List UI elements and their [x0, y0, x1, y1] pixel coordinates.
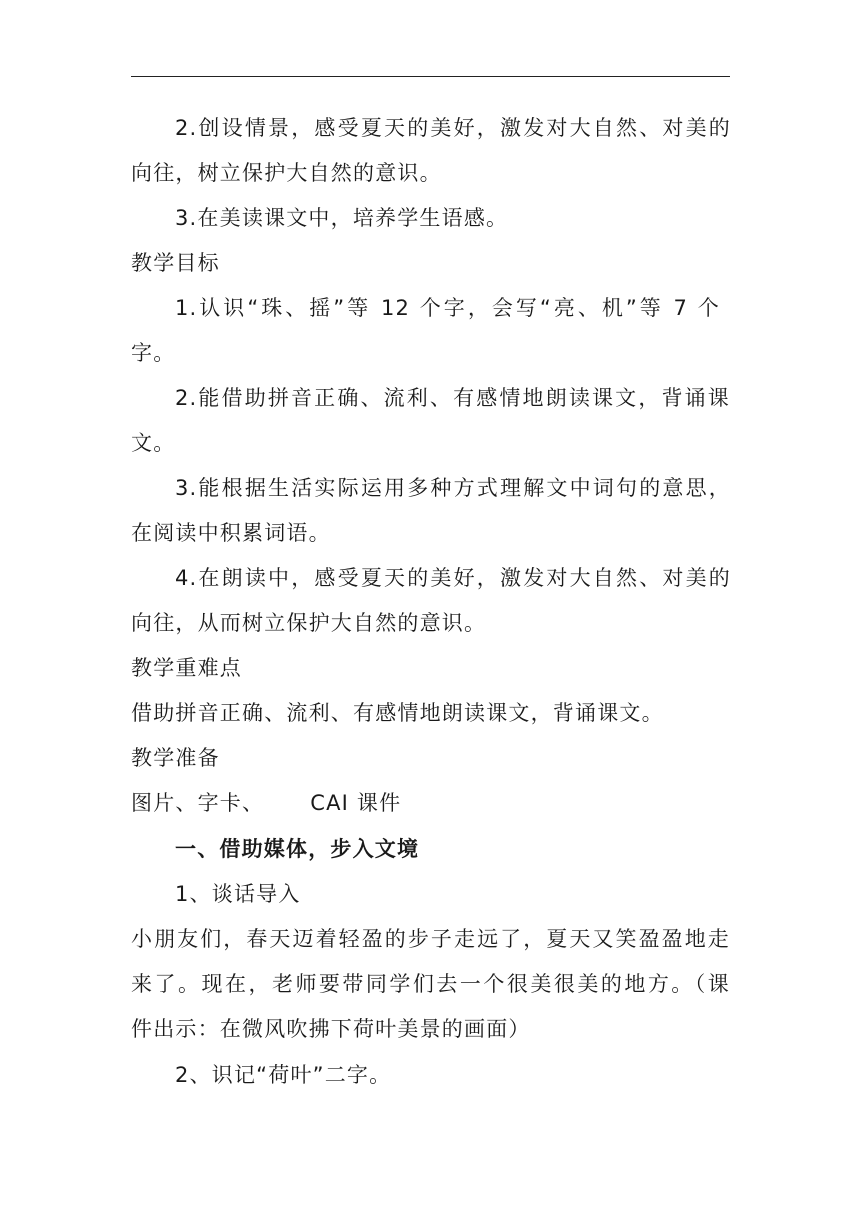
section-heading: 教学准备: [131, 746, 220, 770]
goal-line: 1.认识“珠、摇”等 12 个字，会写“亮、机”等 7 个: [175, 296, 720, 320]
goal-line: 文。: [131, 431, 176, 455]
goal-line: 3.能根据生活实际运用多种方式理解文中词句的意思，: [175, 476, 731, 500]
objective-line: 2.创设情景，感受夏天的美好，激发对大自然、对美的: [175, 116, 731, 140]
materials-items: 图片、字卡、: [131, 791, 265, 815]
lesson-text: 来了。现在，老师要带同学们去一个很美很美的地方。（课: [131, 972, 730, 996]
objective-line: 向往，树立保护大自然的意识。: [131, 161, 442, 185]
materials-line: [131, 788, 731, 818]
sub-step: 2、识记“荷叶”二字。: [175, 1063, 392, 1087]
goal-line: 向往，从而树立保护大自然的意识。: [131, 611, 487, 635]
header-rule: [131, 76, 730, 77]
goal-line: 4.在朗读中，感受夏天的美好，激发对大自然、对美的: [175, 566, 731, 590]
sub-step: 1、谈话导入: [175, 882, 301, 906]
step-heading: 一、借助媒体，步入文境: [175, 837, 420, 861]
section-heading: 教学目标: [131, 251, 220, 275]
materials-cai: CAI 课件: [310, 791, 402, 815]
key-point-text: 借助拼音正确、流利、有感情地朗读课文，背诵课文。: [131, 701, 664, 725]
objective-line: 3.在美读课文中，培养学生语感。: [175, 206, 509, 230]
lesson-text: 件出示：在微风吹拂下荷叶美景的画面）: [131, 1017, 531, 1041]
goal-line: 2.能借助拼音正确、流利、有感情地朗读课文，背诵课: [175, 386, 730, 410]
goal-line: 在阅读中积累词语。: [131, 521, 331, 545]
goal-line: 字。: [131, 341, 176, 365]
lesson-text: 小朋友们，春天迈着轻盈的步子走远了，夏天又笑盈盈地走: [131, 927, 730, 951]
section-heading: 教学重难点: [131, 656, 242, 680]
